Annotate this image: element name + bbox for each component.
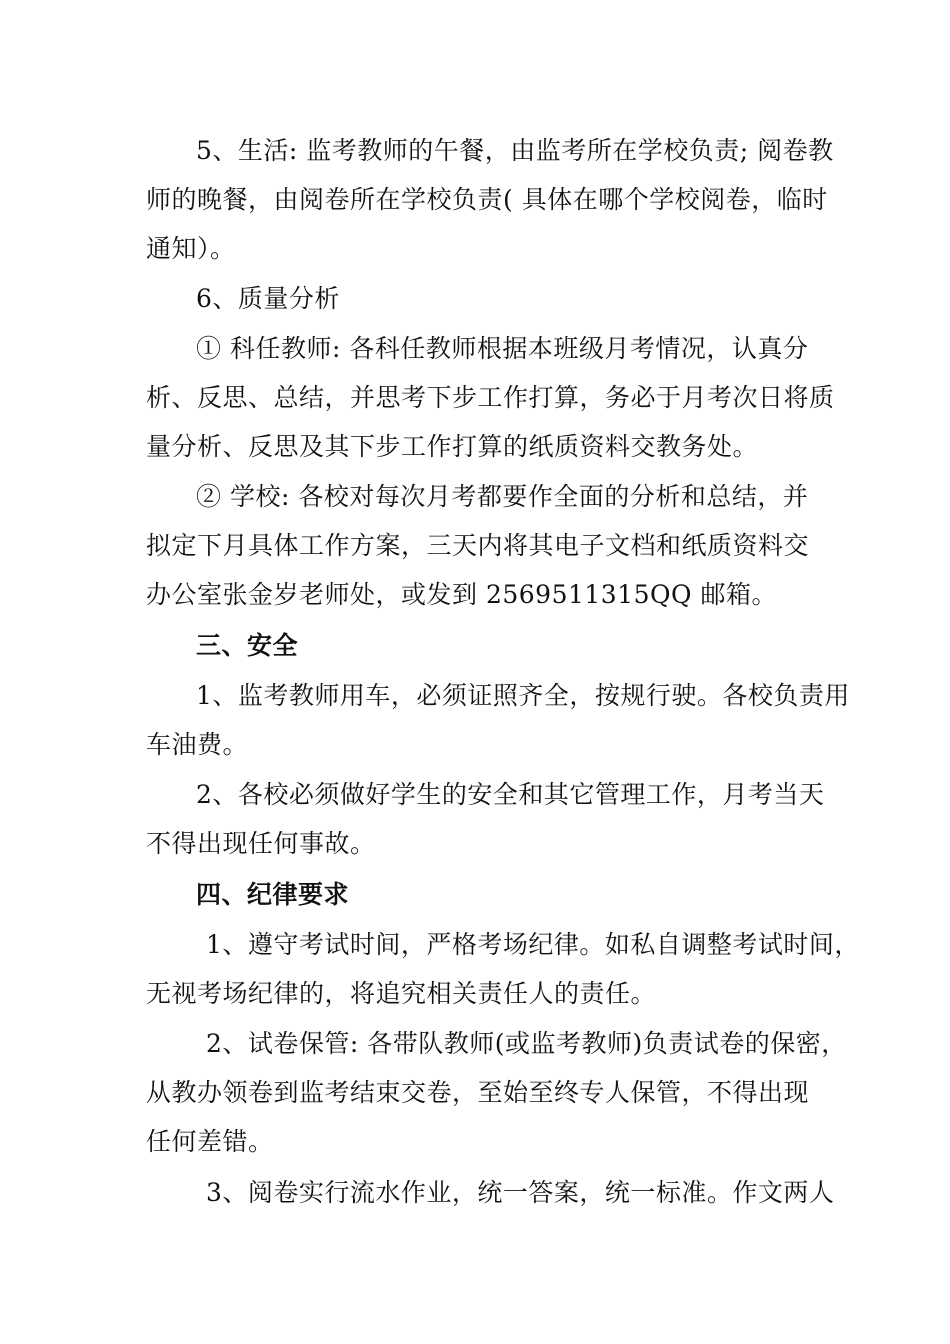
paragraph-line: 任何差错。 [146,1127,274,1156]
section-heading-safety: 三、安全 [196,631,299,660]
paragraph-line: 拟定下月具体工作方案，三天内将其电子文档和纸质资料交 [146,531,810,560]
paragraph-line: 从教办领卷到监考结束交卷，至始至终专人保管，不得出现 [146,1078,810,1107]
paragraph-line: 量分析、反思及其下步工作打算的纸质资料交教务处。 [146,432,759,461]
paragraph-line: 1、监考教师用车，必须证照齐全，按规行驶。各校负责用 [196,681,850,710]
section-heading-discipline: 四、纪律要求 [196,880,350,909]
paragraph-line: 师的晚餐，由阅卷所在学校负责( 具体在哪个学校阅卷，临时 [146,185,828,214]
paragraph-line: 5、生活: 监考教师的午餐，由监考所在学校负责; 阅卷教 [196,136,834,165]
paragraph-line: 1、遵守考试时间，严格考场纪律。如私自调整考试时间， [206,930,860,959]
paragraph-line: 通知）。 [146,234,236,263]
section-subheading: 6、质量分析 [196,284,340,313]
paragraph-line: 车油费。 [146,730,249,759]
paragraph-line: 不得出现任何事故。 [146,829,376,858]
paragraph-line: ② 学校: 各校对每次月考都要作全面的分析和总结，并 [196,482,809,511]
paragraph-line: 2、各校必须做好学生的安全和其它管理工作，月考当天 [196,780,825,809]
paragraph-line: 3、阅卷实行流水作业，统一答案，统一标准。作文两人 [206,1178,835,1207]
paragraph-line: ① 科任教师: 各科任教师根据本班级月考情况，认真分 [196,334,809,363]
paragraph-line: 2、试卷保管: 各带队教师(或监考教师)负责试卷的保密， [206,1029,847,1058]
paragraph-line: 无视考场纪律的，将追究相关责任人的责任。 [146,979,657,1008]
paragraph-line: 析、反思、总结，并思考下步工作打算，务必于月考次日将质 [146,383,835,412]
paragraph-line: 办公室张金岁老师处，或发到 2569511315QQ 邮箱。 [146,580,777,609]
